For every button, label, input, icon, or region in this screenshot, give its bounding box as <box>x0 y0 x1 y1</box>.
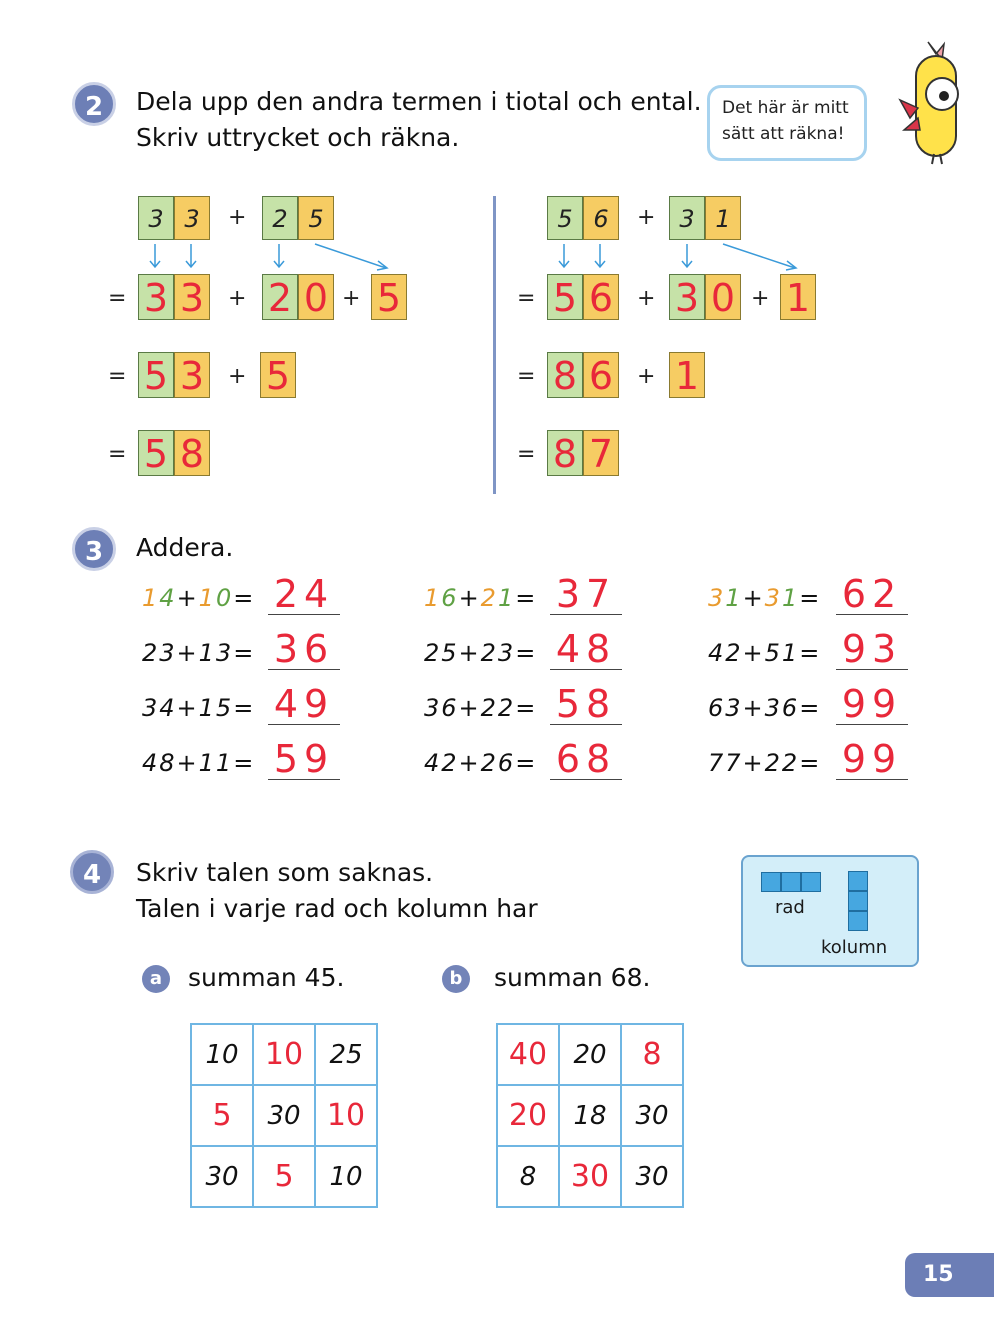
addition-expression <box>708 584 821 612</box>
task-instruction: Dela upp den andra termen i tiotal och ental. <box>136 87 702 116</box>
addend: 21 <box>480 584 516 612</box>
grid-row <box>497 1085 683 1146</box>
answer-tile[interactable]: 5 <box>371 274 407 320</box>
legend-label-rad: rad <box>775 897 805 918</box>
grid-row <box>497 1024 683 1085</box>
cube-icon <box>848 871 868 891</box>
speech-line: Det här är mitt <box>722 98 849 118</box>
addition-expression <box>424 584 537 612</box>
task-instruction: Addera. <box>136 533 234 562</box>
grid-cell[interactable]: 8 <box>621 1024 683 1085</box>
equals-sign: = <box>515 584 538 612</box>
task-number-badge: 2 <box>72 82 116 126</box>
plus-sign: + <box>637 205 656 230</box>
equals-sign: = <box>515 694 538 722</box>
equals-sign: = <box>108 364 127 389</box>
task-instruction: Skriv talen som saknas. <box>136 858 434 887</box>
addition-expression <box>142 639 255 667</box>
magic-grid-b <box>496 1023 684 1208</box>
addend: 23 <box>480 639 516 667</box>
addend: 16 <box>424 584 459 612</box>
grid-cell[interactable]: 30 <box>559 1146 621 1207</box>
grid-cell: 30 <box>253 1085 315 1146</box>
equals-sign: = <box>515 639 538 667</box>
subtask-badge-b: b <box>442 965 470 993</box>
addend: 48 <box>142 749 177 777</box>
answer-tile[interactable]: 1 <box>669 352 705 398</box>
plus-sign: + <box>342 286 361 311</box>
digit-tile: 5 <box>298 196 334 240</box>
addend: 36 <box>764 694 800 722</box>
answer-tile[interactable]: 5 <box>260 352 296 398</box>
legend-label-kolumn: kolumn <box>821 937 888 958</box>
plus-sign: + <box>742 749 765 777</box>
equals-sign: = <box>515 749 538 777</box>
answer-tile[interactable]: 3 <box>174 274 210 320</box>
answer-field[interactable]: 99 <box>836 684 908 725</box>
answer-tile[interactable]: 7 <box>583 430 619 476</box>
grid-row <box>191 1024 377 1085</box>
task-instruction: Skriv uttrycket och räkna. <box>136 123 460 152</box>
digit-tile: 2 <box>262 196 298 240</box>
grid-cell: 10 <box>191 1024 253 1085</box>
row-column-legend <box>741 855 919 967</box>
addition-expression <box>708 694 821 722</box>
answer-tile[interactable]: 8 <box>174 430 210 476</box>
addend: 22 <box>480 694 516 722</box>
addition-expression <box>424 749 537 777</box>
plus-sign: + <box>228 205 247 230</box>
addend: 10 <box>198 584 234 612</box>
grid-cell: 30 <box>621 1146 683 1207</box>
answer-tile[interactable]: 1 <box>780 274 816 320</box>
grid-cell[interactable]: 40 <box>497 1024 559 1085</box>
answer-field[interactable]: 48 <box>550 629 622 670</box>
answer-tile[interactable]: 2 <box>262 274 298 320</box>
addition-expression <box>708 639 821 667</box>
plus-sign: + <box>742 639 765 667</box>
answer-tile[interactable]: 6 <box>583 352 619 398</box>
cube-icon <box>848 891 868 911</box>
subtask-text: summan 68. <box>494 963 651 992</box>
subtask-badge-a: a <box>142 965 170 993</box>
addend: 77 <box>708 749 743 777</box>
addend: 63 <box>708 694 743 722</box>
magic-grid-a <box>190 1023 378 1208</box>
equals-sign: = <box>517 364 536 389</box>
task-instruction: Talen i varje rad och kolumn har <box>136 894 538 923</box>
grid-cell[interactable]: 10 <box>315 1085 377 1146</box>
grid-cell[interactable]: 5 <box>191 1085 253 1146</box>
answer-field[interactable]: 99 <box>836 739 908 780</box>
answer-field[interactable]: 93 <box>836 629 908 670</box>
addend: 42 <box>424 749 459 777</box>
equals-sign: = <box>799 584 822 612</box>
cube-icon <box>761 872 781 892</box>
answer-field[interactable]: 58 <box>550 684 622 725</box>
grid-cell[interactable]: 20 <box>497 1085 559 1146</box>
addend: 31 <box>764 584 800 612</box>
plus-sign: + <box>458 584 481 612</box>
subtask-text: summan 45. <box>188 963 345 992</box>
addend: 15 <box>198 694 234 722</box>
task-number-badge: 4 <box>70 850 114 894</box>
grid-cell: 30 <box>621 1085 683 1146</box>
equals-sign: = <box>517 286 536 311</box>
grid-cell[interactable]: 10 <box>253 1024 315 1085</box>
addition-expression <box>142 584 255 612</box>
addend: 36 <box>424 694 459 722</box>
addition-expression <box>424 694 537 722</box>
equals-sign: = <box>799 694 822 722</box>
digit-tile: 1 <box>705 196 741 240</box>
answer-tile[interactable]: 3 <box>138 274 174 320</box>
bird-mascot <box>898 38 960 166</box>
addend: 14 <box>142 584 177 612</box>
section-divider <box>493 196 496 494</box>
digit-tile: 5 <box>547 196 583 240</box>
digit-tile: 6 <box>583 196 619 240</box>
answer-tile[interactable]: 5 <box>547 274 583 320</box>
answer-tile[interactable]: 6 <box>583 274 619 320</box>
digit-tile: 3 <box>669 196 705 240</box>
digit-tile: 3 <box>138 196 174 240</box>
page-number: 15 <box>905 1253 994 1297</box>
grid-cell: 18 <box>559 1085 621 1146</box>
grid-cell: 8 <box>497 1146 559 1207</box>
grid-row <box>191 1146 377 1207</box>
split-arrows <box>138 240 398 272</box>
speech-bubble <box>707 85 867 161</box>
answer-tile[interactable]: 3 <box>669 274 705 320</box>
addend: 11 <box>198 749 234 777</box>
plus-sign: + <box>228 364 247 389</box>
plus-sign: + <box>176 694 199 722</box>
plus-sign: + <box>458 749 481 777</box>
answer-field[interactable]: 36 <box>268 629 340 670</box>
plus-sign: + <box>751 286 770 311</box>
plus-sign: + <box>637 364 656 389</box>
plus-sign: + <box>637 286 656 311</box>
plus-sign: + <box>458 639 481 667</box>
equals-sign: = <box>108 442 127 467</box>
addend: 23 <box>142 639 177 667</box>
equals-sign: = <box>233 694 256 722</box>
cube-icon <box>781 872 801 892</box>
answer-field[interactable]: 49 <box>268 684 340 725</box>
plus-sign: + <box>458 694 481 722</box>
task-number-badge: 3 <box>72 527 116 571</box>
plus-sign: + <box>228 286 247 311</box>
plus-sign: + <box>742 584 765 612</box>
addend: 51 <box>764 639 800 667</box>
answer-tile[interactable]: 5 <box>138 352 174 398</box>
addend: 34 <box>142 694 177 722</box>
plus-sign: + <box>176 584 199 612</box>
addend: 26 <box>480 749 516 777</box>
equals-sign: = <box>233 749 256 777</box>
plus-sign: + <box>176 749 199 777</box>
grid-cell[interactable]: 5 <box>253 1146 315 1207</box>
digit-tile: 3 <box>174 196 210 240</box>
cube-icon <box>848 911 868 931</box>
answer-tile[interactable]: 8 <box>547 352 583 398</box>
answer-field[interactable]: 37 <box>550 574 622 615</box>
plus-sign: + <box>176 639 199 667</box>
addend: 31 <box>708 584 743 612</box>
answer-tile[interactable]: 0 <box>298 274 334 320</box>
grid-row <box>497 1146 683 1207</box>
addend: 13 <box>198 639 234 667</box>
equals-sign: = <box>517 442 536 467</box>
grid-row <box>191 1085 377 1146</box>
equals-sign: = <box>233 584 256 612</box>
grid-cell: 30 <box>191 1146 253 1207</box>
addend: 25 <box>424 639 459 667</box>
addition-expression <box>142 694 255 722</box>
answer-tile[interactable]: 0 <box>705 274 741 320</box>
equals-sign: = <box>108 286 127 311</box>
answer-field[interactable]: 59 <box>268 739 340 780</box>
grid-cell: 25 <box>315 1024 377 1085</box>
answer-field[interactable]: 24 <box>268 574 340 615</box>
addition-expression <box>424 639 537 667</box>
answer-tile[interactable]: 5 <box>138 430 174 476</box>
addend: 22 <box>764 749 800 777</box>
plus-sign: + <box>742 694 765 722</box>
addition-expression <box>142 749 255 777</box>
answer-field[interactable]: 62 <box>836 574 908 615</box>
grid-cell: 10 <box>315 1146 377 1207</box>
speech-line: sätt att räkna! <box>722 124 845 144</box>
answer-tile[interactable]: 3 <box>174 352 210 398</box>
answer-tile[interactable]: 8 <box>547 430 583 476</box>
equals-sign: = <box>799 639 822 667</box>
split-arrows <box>547 240 807 272</box>
addition-expression <box>708 749 821 777</box>
cube-icon <box>801 872 821 892</box>
grid-cell: 20 <box>559 1024 621 1085</box>
equals-sign: = <box>233 639 256 667</box>
equals-sign: = <box>799 749 822 777</box>
addend: 42 <box>708 639 743 667</box>
answer-field[interactable]: 68 <box>550 739 622 780</box>
